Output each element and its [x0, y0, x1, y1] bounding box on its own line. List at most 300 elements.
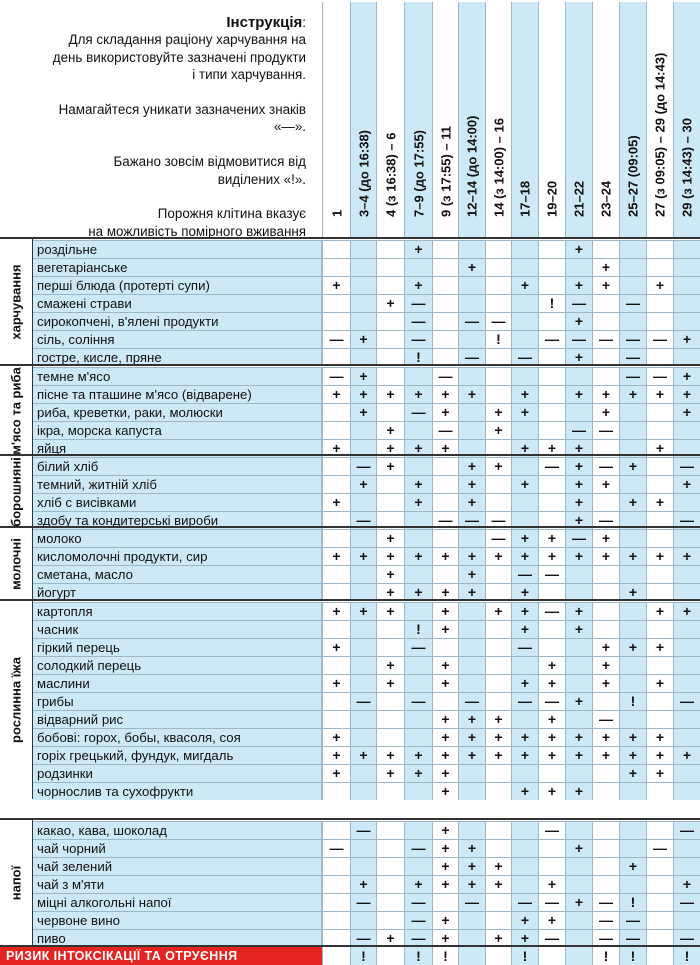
day-cell: + [376, 747, 404, 764]
day-cell [322, 241, 350, 258]
day-cell: + [619, 765, 646, 782]
day-cell [619, 530, 646, 547]
day-cell [404, 422, 432, 439]
day-column-header [376, 2, 404, 238]
day-cell [619, 566, 646, 583]
day-cell: — [592, 512, 619, 529]
day-cell [511, 368, 538, 385]
day-cell: + [538, 530, 565, 547]
day-cell: + [646, 277, 673, 294]
day-cell [619, 657, 646, 674]
day-cell: — [592, 894, 619, 911]
day-cell [322, 783, 350, 800]
day-cell: + [432, 729, 458, 746]
day-cell [376, 259, 404, 276]
day-cell [350, 259, 376, 276]
day-cell [322, 295, 350, 312]
day-cell: + [565, 458, 592, 475]
food-name: міцні алкогольні напої [33, 894, 322, 911]
day-cell [350, 530, 376, 547]
day-cell [322, 693, 350, 710]
day-cell [673, 313, 700, 330]
food-name: маслини [33, 675, 322, 692]
day-cell [673, 621, 700, 638]
day-cell: + [404, 747, 432, 764]
day-cell [646, 621, 673, 638]
day-cell: + [673, 386, 700, 403]
day-cell: + [322, 548, 350, 565]
day-cell: — [565, 331, 592, 348]
day-cell: — [673, 930, 700, 947]
day-cell: ! [538, 295, 565, 312]
day-cell: + [322, 386, 350, 403]
day-cell: — [458, 349, 485, 366]
day-cell: + [538, 876, 565, 893]
food-name: часник [33, 621, 322, 638]
day-label: 9 (з 17:55) – 11 [438, 125, 453, 217]
day-cell: — [673, 822, 700, 839]
instructions-line: день використовуйте зазначені продукти [52, 49, 306, 65]
day-cell [432, 494, 458, 511]
day-cell [322, 876, 350, 893]
risk-label: РИЗИК ІНТОКСІКАЦІЇ ТА ОТРУЄННЯ [0, 947, 322, 965]
day-cell: + [376, 657, 404, 674]
day-cell: + [322, 639, 350, 656]
day-cell [350, 657, 376, 674]
food-row [33, 457, 700, 475]
food-name: риба, креветки, раки, молюски [33, 404, 322, 421]
day-cell: + [592, 259, 619, 276]
day-cell: + [511, 530, 538, 547]
food-row [33, 529, 700, 547]
day-cell [565, 657, 592, 674]
day-cell [432, 566, 458, 583]
day-cell: — [592, 331, 619, 348]
day-cell: + [646, 765, 673, 782]
day-cell [592, 822, 619, 839]
day-cell: — [404, 331, 432, 348]
day-cell [485, 241, 511, 258]
day-column-header [619, 2, 646, 238]
day-cell: + [404, 277, 432, 294]
day-cell [376, 840, 404, 857]
day-cell [432, 530, 458, 547]
day-label: 25–27 (09:05) [625, 135, 641, 217]
day-cell: + [432, 876, 458, 893]
day-cell: + [485, 747, 511, 764]
day-cell [673, 277, 700, 294]
day-cell [458, 603, 485, 620]
day-cell: — [538, 331, 565, 348]
day-cell: — [350, 894, 376, 911]
day-cell: + [511, 729, 538, 746]
day-cell [485, 822, 511, 839]
day-cell [592, 566, 619, 583]
day-cell: + [565, 693, 592, 710]
food-group [0, 364, 700, 456]
day-cell [350, 277, 376, 294]
day-label: 4 (з 16:38) – 6 [383, 132, 398, 217]
day-cell: — [485, 530, 511, 547]
food-row [33, 764, 700, 782]
day-cell [404, 783, 432, 800]
day-cell [432, 295, 458, 312]
day-cell: + [322, 277, 350, 294]
day-cell: + [565, 783, 592, 800]
day-cell [350, 241, 376, 258]
day-cell: — [619, 912, 646, 929]
day-cell: — [350, 458, 376, 475]
day-cell: + [646, 747, 673, 764]
day-cell [458, 277, 485, 294]
day-cell: + [592, 530, 619, 547]
instructions-line: Намагайтеся уникати зазначених знаків [58, 102, 306, 118]
day-cell: — [350, 822, 376, 839]
day-cell [376, 331, 404, 348]
day-cell: + [376, 295, 404, 312]
day-cell: — [538, 458, 565, 475]
day-cell [673, 675, 700, 692]
day-cell: + [376, 530, 404, 547]
day-cell [673, 912, 700, 929]
day-cell [376, 894, 404, 911]
day-cell: + [432, 621, 458, 638]
day-cell: + [673, 331, 700, 348]
day-cell: + [485, 404, 511, 421]
day-cell: + [511, 930, 538, 947]
day-cell: + [592, 675, 619, 692]
day-cell [646, 858, 673, 875]
day-cell [592, 295, 619, 312]
day-cell: — [619, 930, 646, 947]
day-column-header [565, 2, 592, 238]
food-name: сирокопчені, в'ялені продукти [33, 313, 322, 330]
day-cell: + [565, 241, 592, 258]
day-cell [350, 621, 376, 638]
day-cell: + [376, 765, 404, 782]
day-cell [322, 822, 350, 839]
day-cell: + [646, 729, 673, 746]
day-cell: + [511, 783, 538, 800]
day-cell: + [511, 277, 538, 294]
day-cell [404, 368, 432, 385]
day-cell [350, 858, 376, 875]
day-cell: + [646, 440, 673, 457]
day-cell: ! [619, 693, 646, 710]
day-cell: + [432, 548, 458, 565]
day-cell [538, 313, 565, 330]
day-cell [322, 711, 350, 728]
day-cell: — [619, 368, 646, 385]
day-cell [485, 259, 511, 276]
day-cell: — [432, 422, 458, 439]
risk-cell: ! [432, 947, 458, 965]
day-cell: + [538, 783, 565, 800]
day-cell [458, 783, 485, 800]
day-cell [485, 840, 511, 857]
day-cell [458, 822, 485, 839]
day-cell [376, 494, 404, 511]
day-cell: + [350, 331, 376, 348]
day-cell [646, 241, 673, 258]
day-cell [619, 313, 646, 330]
instructions-line: і типи харчування. [192, 67, 306, 83]
food-row [33, 782, 700, 800]
day-cell [592, 840, 619, 857]
day-cell: + [485, 603, 511, 620]
day-cell [432, 458, 458, 475]
day-cell: + [619, 584, 646, 601]
day-cell [376, 876, 404, 893]
day-cell: — [404, 894, 432, 911]
day-cell: — [646, 368, 673, 385]
day-cell [538, 277, 565, 294]
day-cell: + [619, 639, 646, 656]
day-cell [350, 313, 376, 330]
day-cell [592, 858, 619, 875]
day-cell: + [485, 458, 511, 475]
day-cell: + [432, 404, 458, 421]
day-cell [565, 675, 592, 692]
day-cell [511, 876, 538, 893]
day-cell: + [350, 476, 376, 493]
day-cell: — [673, 512, 700, 529]
day-cell [619, 603, 646, 620]
food-row [33, 638, 700, 656]
group-label-text: харчування [8, 264, 24, 340]
day-cell: + [565, 494, 592, 511]
day-cell: — [538, 693, 565, 710]
day-cell: + [404, 440, 432, 457]
day-cell: — [458, 512, 485, 529]
day-cell: + [404, 476, 432, 493]
day-cell [646, 259, 673, 276]
risk-cell [376, 947, 404, 965]
day-cell [592, 494, 619, 511]
group-label-text: м'ясо та риба [8, 367, 24, 455]
risk-cell [538, 947, 565, 965]
instructions-gap [0, 136, 306, 153]
day-cell [592, 621, 619, 638]
day-cell [350, 912, 376, 929]
group-label [0, 528, 33, 600]
day-cell: + [376, 930, 404, 947]
day-cell [322, 894, 350, 911]
day-cell [565, 639, 592, 656]
day-cell [673, 639, 700, 656]
day-cell [619, 259, 646, 276]
day-cell [619, 404, 646, 421]
day-cell [511, 295, 538, 312]
day-cell: + [673, 603, 700, 620]
day-column-header [592, 2, 619, 238]
day-cell: — [673, 894, 700, 911]
day-cell: + [432, 783, 458, 800]
instructions-line: Бажано зовсім відмовитися від [113, 154, 306, 170]
day-column-header [322, 2, 350, 238]
group-label [0, 239, 33, 365]
day-cell: + [432, 386, 458, 403]
day-cell [376, 313, 404, 330]
day-cell [565, 259, 592, 276]
day-label: 1 [329, 209, 344, 217]
day-cell [376, 404, 404, 421]
day-cell: + [376, 603, 404, 620]
day-cell [646, 404, 673, 421]
day-cell: + [458, 584, 485, 601]
day-cell [376, 729, 404, 746]
food-row [33, 692, 700, 710]
day-cell: + [565, 349, 592, 366]
day-cell [565, 876, 592, 893]
day-cell [565, 858, 592, 875]
day-cell: + [592, 548, 619, 565]
day-cell [673, 422, 700, 439]
food-name: кисломолочні продукти, сир [33, 548, 322, 565]
day-cell [376, 639, 404, 656]
group-label-text: напої [8, 865, 24, 901]
day-cell [511, 822, 538, 839]
day-label: 19–20 [544, 180, 560, 217]
day-cell [458, 675, 485, 692]
day-cell: — [619, 295, 646, 312]
day-cell [458, 912, 485, 929]
day-cell [673, 729, 700, 746]
day-cell: ! [619, 894, 646, 911]
day-cell: — [458, 313, 485, 330]
day-cell [511, 458, 538, 475]
day-cell [646, 711, 673, 728]
day-cell [376, 621, 404, 638]
day-cell [432, 277, 458, 294]
day-cell: + [432, 440, 458, 457]
day-cell: + [350, 603, 376, 620]
day-cell [565, 566, 592, 583]
day-cell: + [592, 639, 619, 656]
day-cell [322, 912, 350, 929]
day-cell: — [565, 530, 592, 547]
day-cell: ! [404, 349, 432, 366]
day-cell [646, 313, 673, 330]
day-cell: + [565, 603, 592, 620]
day-cell [646, 458, 673, 475]
day-column-header [350, 2, 376, 238]
risk-cell [646, 947, 673, 965]
day-cell: — [646, 840, 673, 857]
day-cell [511, 313, 538, 330]
day-cell [404, 675, 432, 692]
day-cell [673, 530, 700, 547]
food-row [33, 710, 700, 728]
day-cell: + [511, 548, 538, 565]
day-cell: + [322, 729, 350, 746]
day-cell: — [404, 295, 432, 312]
day-cell: — [538, 894, 565, 911]
day-cell: + [619, 729, 646, 746]
day-cell: + [432, 858, 458, 875]
day-cell: + [322, 494, 350, 511]
day-label: 7–9 (до 17:55) [411, 129, 426, 217]
day-cell: + [432, 675, 458, 692]
day-cell [538, 858, 565, 875]
food-name: червоне вино [33, 912, 322, 929]
group-label-text: молочні [8, 538, 24, 590]
day-cell: + [322, 765, 350, 782]
day-cell [565, 822, 592, 839]
day-cell [485, 494, 511, 511]
day-cell: + [565, 548, 592, 565]
day-cell [673, 295, 700, 312]
food-row [33, 602, 700, 620]
day-cell: — [511, 894, 538, 911]
day-cell [538, 259, 565, 276]
food-row [33, 674, 700, 692]
day-cell [538, 476, 565, 493]
day-column-header [646, 2, 673, 238]
day-label: 27 (з 09:05) – 29 (до 14:43) [652, 52, 668, 217]
risk-cell: ! [350, 947, 376, 965]
day-cell [432, 313, 458, 330]
food-name: перші блюда (протерті супи) [33, 277, 322, 294]
day-cell: + [350, 368, 376, 385]
day-cell [350, 422, 376, 439]
day-cell [619, 711, 646, 728]
day-cell [404, 711, 432, 728]
day-cell: + [619, 494, 646, 511]
food-name: сметана, масло [33, 566, 322, 583]
day-cell [350, 840, 376, 857]
day-cell: + [376, 675, 404, 692]
day-cell [592, 783, 619, 800]
day-cell [350, 639, 376, 656]
day-cell [538, 494, 565, 511]
day-cell: — [592, 912, 619, 929]
day-cell [350, 295, 376, 312]
day-cell: + [538, 747, 565, 764]
day-cell [565, 404, 592, 421]
day-cell: + [538, 912, 565, 929]
instructions-block [0, 14, 306, 258]
day-column-header [485, 2, 511, 238]
day-cell: + [432, 603, 458, 620]
day-cell [673, 783, 700, 800]
food-row [33, 421, 700, 439]
food-name: картопля [33, 603, 322, 620]
day-cell: + [565, 621, 592, 638]
day-cell: + [592, 476, 619, 493]
day-cell: — [565, 422, 592, 439]
day-cell [673, 241, 700, 258]
day-cell: + [565, 894, 592, 911]
day-cell [592, 241, 619, 258]
day-cell: + [673, 876, 700, 893]
day-cell [485, 912, 511, 929]
day-cell: + [458, 458, 485, 475]
day-cell [511, 422, 538, 439]
day-cell: — [485, 512, 511, 529]
day-cell: — [592, 930, 619, 947]
day-cell [511, 657, 538, 674]
day-cell: + [485, 876, 511, 893]
day-cell: — [322, 840, 350, 857]
day-cell [322, 858, 350, 875]
day-cell: + [458, 476, 485, 493]
food-row [33, 240, 700, 258]
food-name: темний, житній хліб [33, 476, 322, 493]
day-cell [485, 368, 511, 385]
day-column-header [673, 2, 700, 238]
day-column-header [458, 2, 485, 238]
